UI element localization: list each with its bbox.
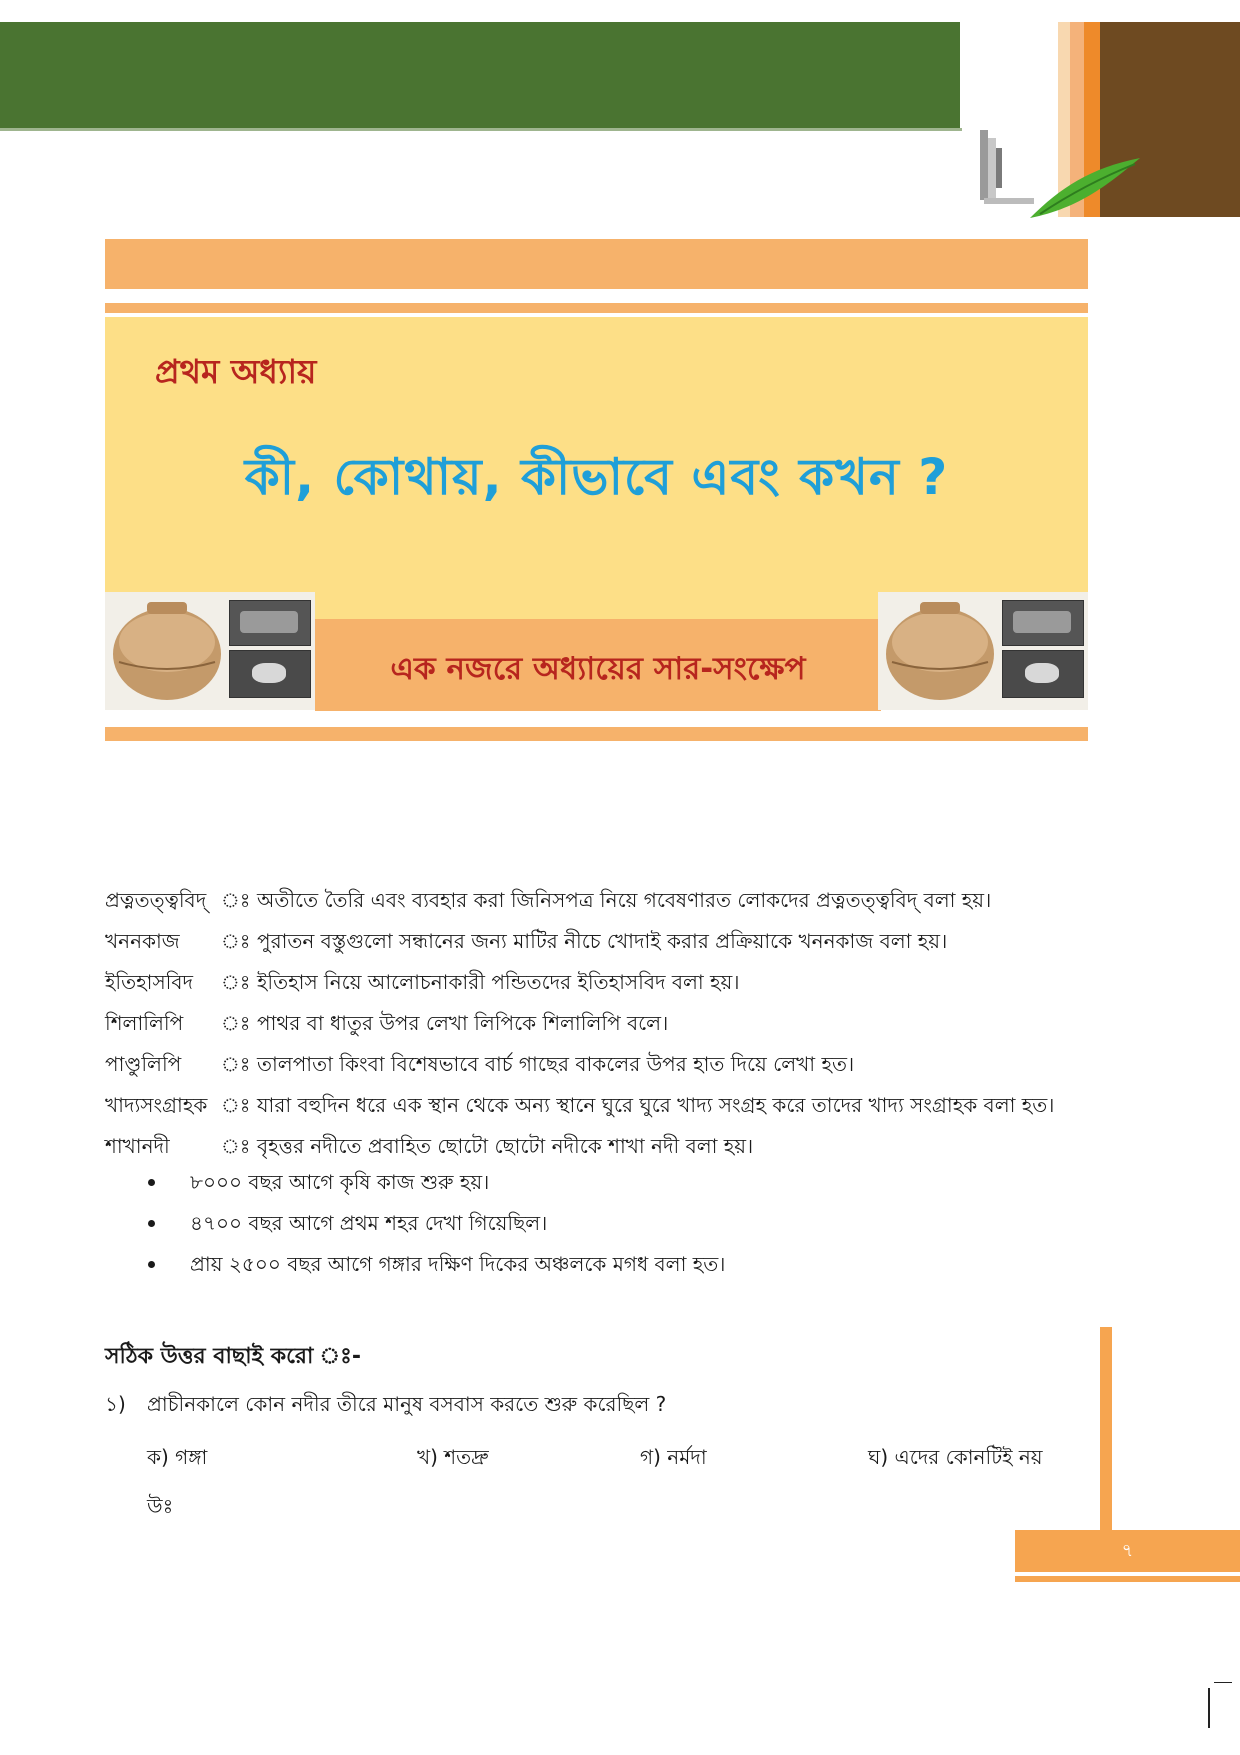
crop-mark [1214,1682,1232,1683]
glossary-separator: ঃ [221,970,251,994]
glossary-term: শাখানদী [105,1134,170,1158]
page-number: ৭ [1121,1540,1134,1561]
fact-text: ৮০০০ বছর আগে কৃষি কাজ শুরু হয়। [190,1170,490,1194]
glossary-item [105,1085,1105,1126]
header-green-band [0,22,960,128]
glossary-term: খাদ্যসংগ্রাহক [105,1093,208,1117]
glossary-definition: বৃহত্তর নদীতে প্রবাহিত ছোটো ছোটো নদীকে শাখা নদী বলা হয়। [257,1134,754,1158]
glossary-separator: ঃ [221,1093,251,1117]
bullet-icon [148,1179,155,1186]
header-band-shadow [0,128,962,131]
fact-item [140,1162,1040,1203]
glossary-term: শিলালিপি [105,1011,184,1035]
option-c: গ) নর্মদা [640,1445,707,1469]
glossary-definition: যারা বহুদিন ধরে এক স্থান থেকে অন্য স্থানে ঘুরে ঘুরে খাদ্য সংগ্রহ করে তাদের খাদ্য সংগ্রাহক বলা হত। [257,1093,1055,1117]
fact-item [140,1244,1040,1285]
fact-item [140,1203,1040,1244]
option-d: ঘ) এদের কোনটিই নয় [868,1445,1043,1469]
glossary-definition: তালপাতা কিংবা বিশেষভাবে বার্চ গাছের বাকলের উপর হাত দিয়ে লেখা হত। [257,1052,855,1076]
glossary-term: ইতিহাসবিদ [105,970,194,994]
artifact-photo-left [105,592,315,710]
glossary-separator: ঃ [221,888,251,912]
page-side-bar [1100,1327,1112,1537]
summary-heading: এক নজরে অধ্যায়ের সার-সংক্ষেপ [390,651,806,687]
bullet-icon [148,1220,155,1227]
glossary-item [105,880,1105,921]
glossary-term: প্রত্নতত্ত্ববিদ্ [105,888,207,912]
fact-list [140,1162,1040,1285]
chapter-number: প্রথম অধ্যায় [155,352,317,391]
glossary-list [105,880,1105,1167]
glossary-separator: ঃ [221,929,251,953]
page-number-underline [1015,1576,1240,1582]
glossary-definition: পাথর বা ধাতুর উপর লেখা লিপিকে শিলালিপি বলে। [257,1011,669,1035]
glossary-term: খননকাজ [105,929,180,953]
glossary-separator: ঃ [221,1134,251,1158]
glossary-term: পাণ্ডুলিপি [105,1052,182,1076]
chapter-title: কী, কোথায়, কীভাবে এবং কখন ? [244,448,949,506]
glossary-definition: পুরাতন বস্তুগুলো সন্ধানের জন্য মাটির নীচে খোদাই করার প্রক্রিয়াকে খননকাজ বলা হয়। [257,929,948,953]
option-a: ক) গঙ্গা [147,1445,208,1469]
answer-label: উঃ [147,1494,174,1518]
glossary-item [105,1044,1105,1085]
question-1 [105,1390,666,1423]
glossary-separator: ঃ [221,1011,251,1035]
bullet-icon [148,1261,155,1268]
glossary-item [105,962,1105,1003]
fact-text: প্রায় ২৫০০ বছর আগে গঙ্গার দক্ষিণ দিকের অঞ্চলকে মগধ বলা হত। [190,1252,726,1276]
option-b: খ) শতদ্রু [417,1445,489,1469]
question-number: ১) [105,1392,126,1416]
glossary-item [105,1003,1105,1044]
fact-text: ৪৭০০ বছর আগে প্রথম শহর দেখা গিয়েছিল। [190,1211,548,1235]
glossary-item [105,921,1105,962]
glossary-definition: ইতিহাস নিয়ে আলোচনাকারী পন্ডিতদের ইতিহাসবিদ বলা হয়। [257,970,740,994]
quill-leaf-icon [970,128,1150,232]
crop-mark [1208,1688,1210,1728]
glossary-definition: অতীতে তৈরি এবং ব্যবহার করা জিনিসপত্র নিয়ে গবেষণারত লোকদের প্রত্নতত্ত্ববিদ্ বলা হয়। [257,888,992,912]
glossary-item [105,1126,1105,1167]
question-text: প্রাচীনকালে কোন নদীর তীরে মানুষ বসবাস করতে শুরু করেছিল ? [147,1392,667,1416]
exercise-heading: সঠিক উত্তর বাছাই করো ঃ- [105,1344,361,1369]
glossary-separator: ঃ [221,1052,251,1076]
artifact-photo-right [878,592,1088,710]
